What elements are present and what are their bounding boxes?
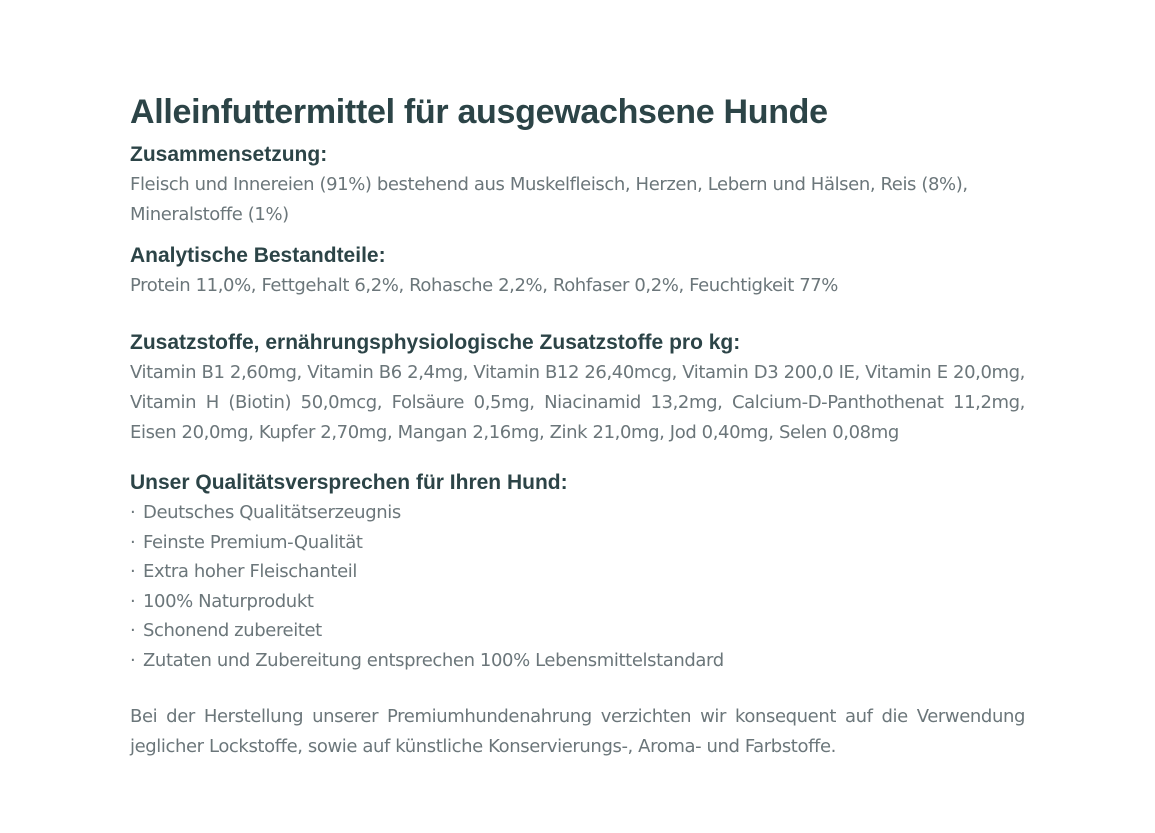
- bullet-dot: ·: [130, 502, 136, 523]
- page-title: Alleinfuttermittel für ausgewachsene Hunde: [130, 93, 828, 131]
- list-item: [130, 498, 1025, 528]
- list-item: [130, 528, 1025, 558]
- list-item: [130, 646, 1025, 676]
- bullet-dot: ·: [130, 531, 136, 553]
- list-item: [130, 587, 1025, 617]
- quality-list: [130, 498, 1025, 675]
- list-item-text: Schonend zubereitet: [143, 620, 322, 641]
- list-item-text: Zutaten und Zubereitung entsprechen 100% Lebensmittelstandard: [143, 649, 724, 671]
- bullet-dot: ·: [130, 590, 136, 612]
- additives-text: Vitamin B1 2,60mg, Vitamin B6 2,4mg, Vitamin B12 26,40mcg, Vitamin D3 200,0 IE, Vitamin E 20,0mg, Vitamin H (Biotin) 50,0mcg, Folsäure 0,5mg, Niacinamid 13,2mg, Calcium-D-Panthothenat 11,2mg, Eisen 20,0mg, Kupfer 2,70mg, Mangan 2,16mg, Zink 21,0mg, Jod 0,40mg, Selen 0,08mg: [130, 362, 1025, 443]
- list-item-text: Extra hoher Fleischanteil: [143, 561, 357, 582]
- composition-section: [130, 140, 1025, 230]
- quality-heading: Unser Qualitätsversprechen für Ihren Hund:: [130, 471, 568, 494]
- additives-heading: Zusatzstoffe, ernährungsphysiologische Zusatzstoffe pro kg:: [130, 331, 741, 354]
- bullet-dot: ·: [130, 620, 136, 641]
- analytics-text: Protein 11,0%, Fettgehalt 6,2%, Rohasche 2,2%, Rohfaser 0,2%, Feuchtigkeit 77%: [130, 275, 839, 296]
- composition-heading: Zusammensetzung:: [130, 143, 328, 166]
- product-info-document: [130, 88, 1025, 762]
- list-item-text: Deutsches Qualitätserzeugnis: [143, 502, 401, 523]
- list-item: [130, 616, 1025, 646]
- composition-text: Fleisch und Innereien (91%) bestehend aus Muskelfleisch, Herzen, Lebern und Hälsen, Reis (8%), Mineralstoffe (1%): [130, 174, 968, 225]
- bullet-dot: ·: [130, 649, 136, 671]
- analytics-section: [130, 241, 1025, 301]
- closing-section: [130, 702, 1025, 762]
- list-item: [130, 557, 1025, 587]
- list-item-text: Feinste Premium-Qualität: [143, 531, 363, 553]
- closing-text: Bei der Herstellung unserer Premiumhundenahrung verzichten wir konsequent auf die Verwendung jeglicher Lockstoffe, sowie auf künstliche Konservierungs-, Aroma- und Farbstoffe.: [130, 706, 1025, 757]
- quality-section: [130, 468, 1025, 675]
- list-item-text: 100% Naturprodukt: [143, 590, 314, 612]
- additives-section: [130, 328, 1025, 448]
- analytics-heading: Analytische Bestandteile:: [130, 244, 386, 267]
- bullet-dot: ·: [130, 561, 136, 582]
